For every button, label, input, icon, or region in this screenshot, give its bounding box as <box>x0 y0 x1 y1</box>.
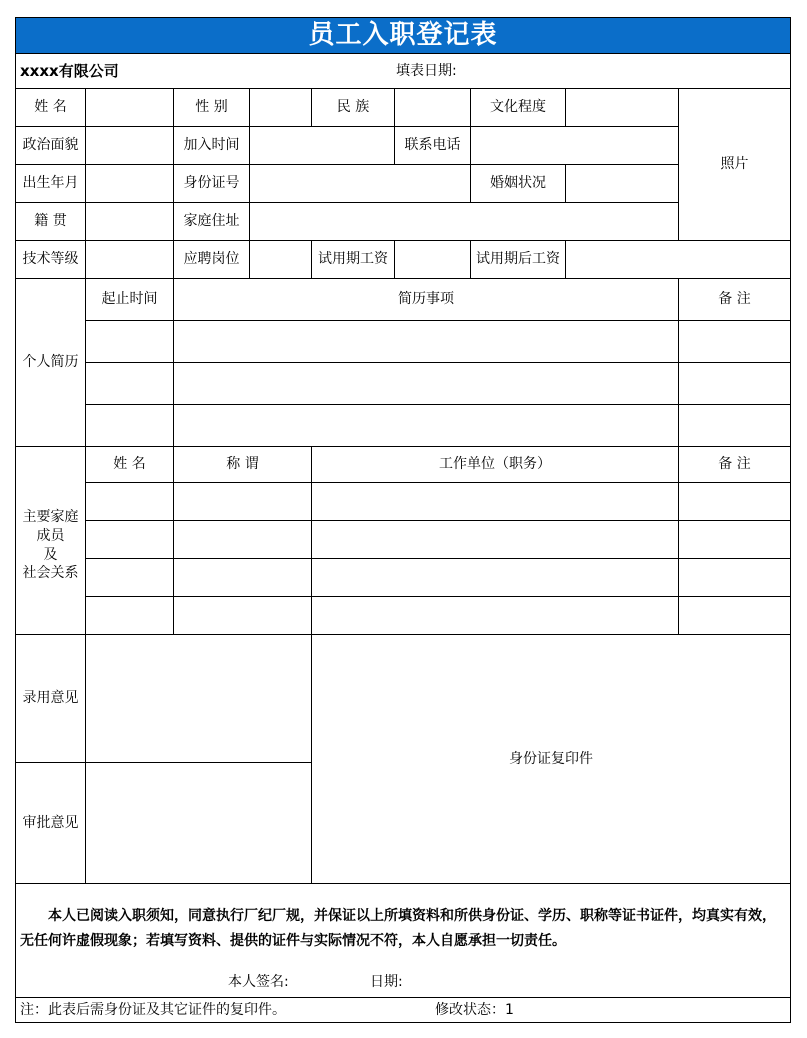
family-cell-relation[interactable] <box>174 597 311 634</box>
label-ethnicity: 民 族 <box>336 99 370 116</box>
hire-opinion-label: 录用意见 <box>22 690 79 707</box>
resume-cell-remark[interactable] <box>679 405 790 446</box>
resume-col-period: 起止时间 <box>101 291 158 308</box>
family-cell-relation[interactable] <box>174 521 311 558</box>
family-section-line: 社会关系 <box>22 565 79 582</box>
family-cell-remark[interactable] <box>679 597 790 634</box>
label-tech-level: 技术等级 <box>22 251 79 268</box>
label-id-number: 身份证号 <box>183 175 240 192</box>
label-gender: 性 别 <box>195 99 228 116</box>
label-education: 文化程度 <box>490 99 546 116</box>
input-name[interactable] <box>86 89 173 126</box>
family-cell-remark[interactable] <box>679 521 790 558</box>
label-probation-salary: 试用期工资 <box>318 251 388 268</box>
resume-cell-remark[interactable] <box>679 363 790 404</box>
input-political[interactable] <box>86 127 173 164</box>
label-native-place: 籍 贯 <box>34 213 67 230</box>
family-cell-relation[interactable] <box>174 483 311 520</box>
input-id-number[interactable] <box>250 165 470 202</box>
family-cell-relation[interactable] <box>174 559 311 596</box>
resume-cell-period[interactable] <box>86 405 173 446</box>
id-copy-area[interactable]: 身份证复印件 <box>509 750 593 767</box>
form-title: 员工入职登记表 <box>16 18 790 53</box>
resume-cell-item[interactable] <box>174 321 678 362</box>
company-name: xxxx有限公司 <box>20 61 119 80</box>
family-cell-name[interactable] <box>86 559 173 596</box>
label-birth: 出生年月 <box>22 175 79 192</box>
input-address[interactable] <box>250 203 678 240</box>
family-section-line: 及 <box>43 546 58 563</box>
input-gender[interactable] <box>250 89 311 126</box>
resume-cell-remark[interactable] <box>679 321 790 362</box>
approve-opinion-label: 审批意见 <box>22 814 79 831</box>
family-cell-name[interactable] <box>86 597 173 634</box>
resume-cell-period[interactable] <box>86 363 173 404</box>
input-birth[interactable] <box>86 165 173 202</box>
family-section-line: 主要家庭 <box>22 508 79 525</box>
family-section-label <box>16 447 85 634</box>
signature-label: 本人签名: <box>228 973 289 990</box>
input-join-time[interactable] <box>250 127 394 164</box>
label-name: 姓 名 <box>34 99 67 116</box>
input-tech-level[interactable] <box>86 241 173 278</box>
hire-opinion-input[interactable] <box>86 635 311 762</box>
label-join-time: 加入时间 <box>183 137 240 154</box>
label-address: 家庭住址 <box>183 213 240 230</box>
family-cell-work[interactable] <box>312 559 678 596</box>
approve-opinion-input[interactable] <box>86 763 311 883</box>
family-col-name: 姓 名 <box>113 456 146 473</box>
label-political: 政治面貌 <box>22 137 79 154</box>
resume-col-item: 简历事项 <box>398 291 454 308</box>
resume-cell-item[interactable] <box>174 363 678 404</box>
input-post-probation-salary[interactable] <box>566 241 790 278</box>
label-phone: 联系电话 <box>404 137 461 154</box>
resume-cell-item[interactable] <box>174 405 678 446</box>
input-position[interactable] <box>250 241 311 278</box>
sign-date-label: 日期: <box>370 973 403 990</box>
input-native-place[interactable] <box>86 203 173 240</box>
family-col-remark: 备 注 <box>718 456 751 473</box>
family-cell-work[interactable] <box>312 521 678 558</box>
input-probation-salary[interactable] <box>395 241 470 278</box>
family-section-line: 成员 <box>36 527 65 544</box>
footer-note: 注：此表后需身份证及其它证件的复印件。 <box>20 1001 286 1018</box>
label-post-probation-salary: 试用期后工资 <box>476 251 560 268</box>
family-cell-remark[interactable] <box>679 483 790 520</box>
photo-box[interactable]: 照片 <box>720 156 749 173</box>
input-ethnicity[interactable] <box>395 89 470 126</box>
family-col-work: 工作单位（职务） <box>439 456 551 473</box>
revision-status: 修改状态：1 <box>435 1001 514 1018</box>
resume-section-label: 个人简历 <box>22 354 79 371</box>
fill-date-label: 填表日期: <box>396 62 457 79</box>
input-phone[interactable] <box>471 127 678 164</box>
family-cell-work[interactable] <box>312 597 678 634</box>
resume-cell-period[interactable] <box>86 321 173 362</box>
label-marital: 婚姻状况 <box>490 175 546 192</box>
family-cell-name[interactable] <box>86 483 173 520</box>
family-cell-name[interactable] <box>86 521 173 558</box>
declaration-text: 本人已阅读入职须知，同意执行厂纪厂规，并保证以上所填资料和所供身份证、学历、职称等证书证件，均真实有效，无任何许虚假现象；若填写资料、提供的证件与实际情况不符，本人自愿承担一切责任。 <box>20 908 776 949</box>
input-marital[interactable] <box>566 165 678 202</box>
input-education[interactable] <box>566 89 678 126</box>
family-cell-work[interactable] <box>312 483 678 520</box>
resume-col-remark: 备 注 <box>718 291 751 308</box>
family-cell-remark[interactable] <box>679 559 790 596</box>
family-col-relation: 称 谓 <box>226 456 259 473</box>
label-position: 应聘岗位 <box>183 251 240 268</box>
